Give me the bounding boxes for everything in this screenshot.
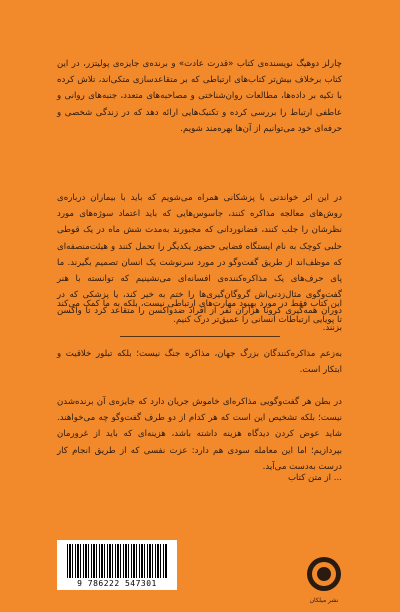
publisher-logo-icon xyxy=(305,554,343,594)
quote-paragraph-2 xyxy=(57,394,342,475)
quote-text-1: به‌زعم مذاکره‌کنندگان بزرگ جهان، مذاکره جنگ نیست؛ بلکه تبلور خلاقیت و ابتکار است. xyxy=(57,349,342,376)
summary-paragraph xyxy=(57,296,342,328)
publisher-name: نشر میلکان xyxy=(309,597,339,604)
intro-text: چارلز دوهیگ نویسنده‌ی کتاب «قدرت عادت» و برنده‌ی جایزه‌ی پولیتزر، در این کتاب برخلاف بیش‌تر کتاب‌های ارتباطی که بر متقاعدسازی متکی‌اند، تلاش کرده با تکیه بر داده‌ها، مطالعات روان‌شناختی و مصاحبه‌های متعدد، جنبه‌های روانی و عاطفی ارتباط را بررسی کرده و تکنیک‌هایی ارائه دهد که در زندگی شخصی و حرفه‌ای خود می‌توانیم از آن‌ها بهره‌مند شویم. xyxy=(57,59,342,134)
isbn-number: 9 786222 547301 xyxy=(77,579,157,588)
source-signature: ... از متن کتاب xyxy=(287,473,342,483)
summary-text: این کتاب فقط در مورد بهبود مهارت‌های ارتباطی نیست، بلکه به ما کمک می‌کند تا پویایی ارتباطات انسانی را عمیق‌تر درک کنیم. xyxy=(57,299,342,326)
description-text: در این اثر خواندنی با پزشکانی همراه می‌شویم که باید با بیماران درباره‌ی روش‌های معالجه مذاکره کنند، جاسوس‌هایی که باید اعتماد سوژه‌های مورد نظرشان را جلب کنند، فضانوردانی که مجبورند به‌مدت شش ماه در یک قوطی حلبی کوچک به نام ایستگاه فضایی حضور یکدیگر را تحمل کنند و هیئت‌منصفه‌ای که موظف‌اند از طریق گفت‌وگو در مورد سرنوشت یک انسان تصمیم بگیرند. ما پای حرف‌های یک مذاکره‌کننده‌ی افسانه‌ای می‌نشینیم که توانسته با هنر گفت‌وگوی مثال‌زدنی‌اش گروگان‌گیری‌ها را ختم به خیر کند، یا پزشکی که در دوران همه‌گیری کرونا هزاران نفر از افراد ضدواکسن را متقاعد کرد تا واکسن بزنند. xyxy=(57,193,342,333)
barcode-bars-icon xyxy=(67,544,167,578)
section-divider xyxy=(120,336,280,337)
quote-paragraph-1 xyxy=(57,346,342,378)
quote-text-2: در بطن هر گفت‌وگویی مذاکره‌ای خاموش جریان دارد که جایزه‌ی آن برنده‌شدن نیست؛ بلکه تشخیص این است که هر کدام از دو طرف گفت‌وگو چه می‌خواهند. شاید عوض کردن دیدگاه هزینه داشته باشد، هزینه‌ای که باید از غرورمان بپردازیم؛ اما این معامله سودی هم دارد: عزت نفسی که از طریق انجام کار درست به‌دست می‌آید. xyxy=(57,397,342,472)
intro-paragraph xyxy=(57,56,342,137)
isbn-barcode xyxy=(57,540,177,590)
